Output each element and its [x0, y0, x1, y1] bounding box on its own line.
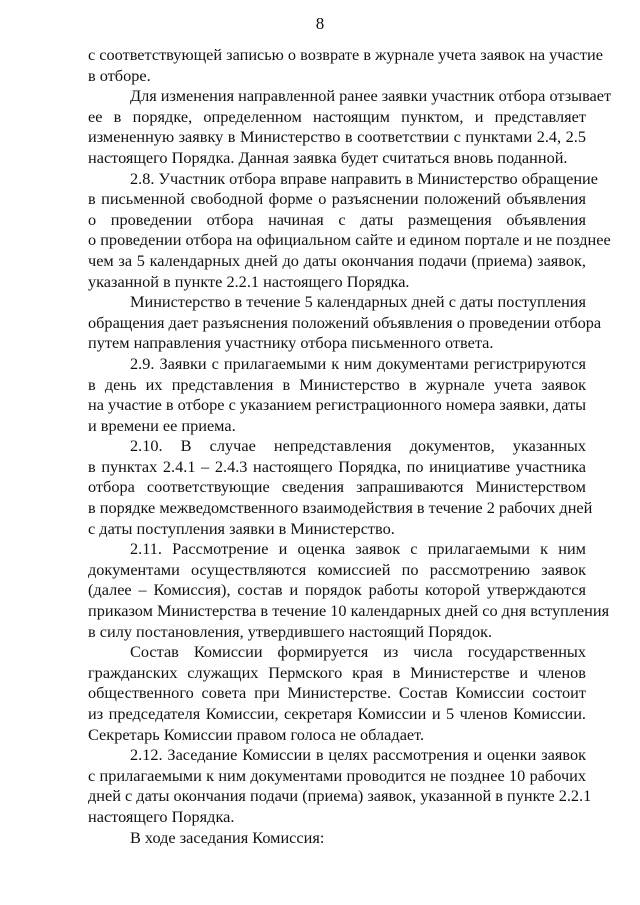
text-line: В ходе заседания Комиссия:: [130, 827, 325, 847]
text-line: Министерство в течение 5 календарных дней с даты поступления: [130, 292, 586, 312]
text-line: Секретарь Комиссии правом голоса не обладает.: [88, 724, 425, 744]
text-line: в отборе.: [88, 65, 151, 85]
text-line: 2.9. Заявки с прилагаемыми к ним документами регистрируются: [130, 353, 586, 373]
text-line: обращения дает разъяснения положений объявления о проведении отбора: [88, 312, 602, 332]
text-line: 2.8. Участник отбора вправе направить в Министерство обращение: [130, 168, 598, 188]
text-line: 2.12. Заседание Комиссии в целях рассмотрения и оценки заявок: [130, 745, 586, 765]
text-line: настоящего Порядка.: [88, 806, 235, 826]
text-line: из председателя Комиссии, секретаря Комиссии и 5 членов Комиссии.: [88, 704, 586, 723]
text-line: с даты поступления заявки в Министерство.: [88, 518, 395, 538]
document-body: [88, 45, 612, 848]
text-line: дней с даты окончания подачи (приема) заявок, указанной в пункте 2.2.1: [88, 786, 592, 806]
text-line: отбора соответствующие сведения запрашиваются Министерством: [88, 477, 586, 497]
text-line: общественного совета при Министерстве. Состав Комиссии состоит: [88, 683, 586, 703]
text-line: в день их представления в Министерство в журнале учета заявок: [88, 374, 586, 394]
text-line: путем направления участнику отбора письменного ответа.: [88, 333, 494, 353]
text-line: 2.10. В случае непредставления документов, указанных: [130, 436, 586, 456]
text-line: гражданских служащих Пермского края в Министерстве и членов: [88, 662, 586, 682]
text-line: в силу постановления, утвердившего настоящий Порядок.: [88, 621, 493, 641]
text-line: о проведении отбора начиная с даты размещения объявления: [88, 209, 586, 229]
text-line: и времени ее приема.: [88, 415, 236, 435]
text-line: документами осуществляются комиссией по рассмотрению заявок: [88, 559, 586, 579]
text-line: 2.11. Рассмотрение и оценка заявок с прилагаемыми к ним: [130, 539, 586, 559]
text-line: настоящего Порядка. Данная заявка будет считаться вновь поданной.: [88, 147, 568, 167]
text-line: указанной в пункте 2.2.1 настоящего Порядка.: [88, 271, 410, 291]
text-line: с соответствующей записью о возврате в журнале учета заявок на участие: [88, 45, 603, 64]
text-line: на участие в отборе с указанием регистрационного номера заявки, даты: [88, 395, 587, 415]
text-line: (далее – Комиссия), состав и порядок работы которой утверждаются: [88, 580, 586, 600]
text-line: измененную заявку в Министерство в соответствии с пунктами 2.4, 2.5: [88, 127, 586, 147]
text-line: приказом Министерства в течение 10 календарных дней со дня вступления: [88, 601, 610, 621]
text-line: в порядке межведомственного взаимодействия в течение 2 рабочих дней: [88, 498, 593, 518]
text-line: чем за 5 календарных дней до даты окончания подачи (приема) заявок,: [88, 250, 586, 270]
text-line: ее в порядке, определенном настоящим пунктом, и представляет: [88, 106, 586, 126]
text-line: Состав Комиссии формируется из числа государственных: [130, 642, 586, 662]
text-line: с прилагаемыми к ним документами проводится не позднее 10 рабочих: [88, 765, 586, 785]
page-number: 8: [315, 14, 325, 33]
text-line: Для изменения направленной ранее заявки участник отбора отзывает: [130, 86, 612, 106]
text-line: в письменной свободной форме о разъяснении положений объявления: [88, 189, 586, 209]
text-line: о проведении отбора на официальном сайте и едином портале и не позднее: [88, 230, 611, 250]
text-line: в пунктах 2.4.1 – 2.4.3 настоящего Порядка, по инициативе участника: [88, 456, 586, 476]
